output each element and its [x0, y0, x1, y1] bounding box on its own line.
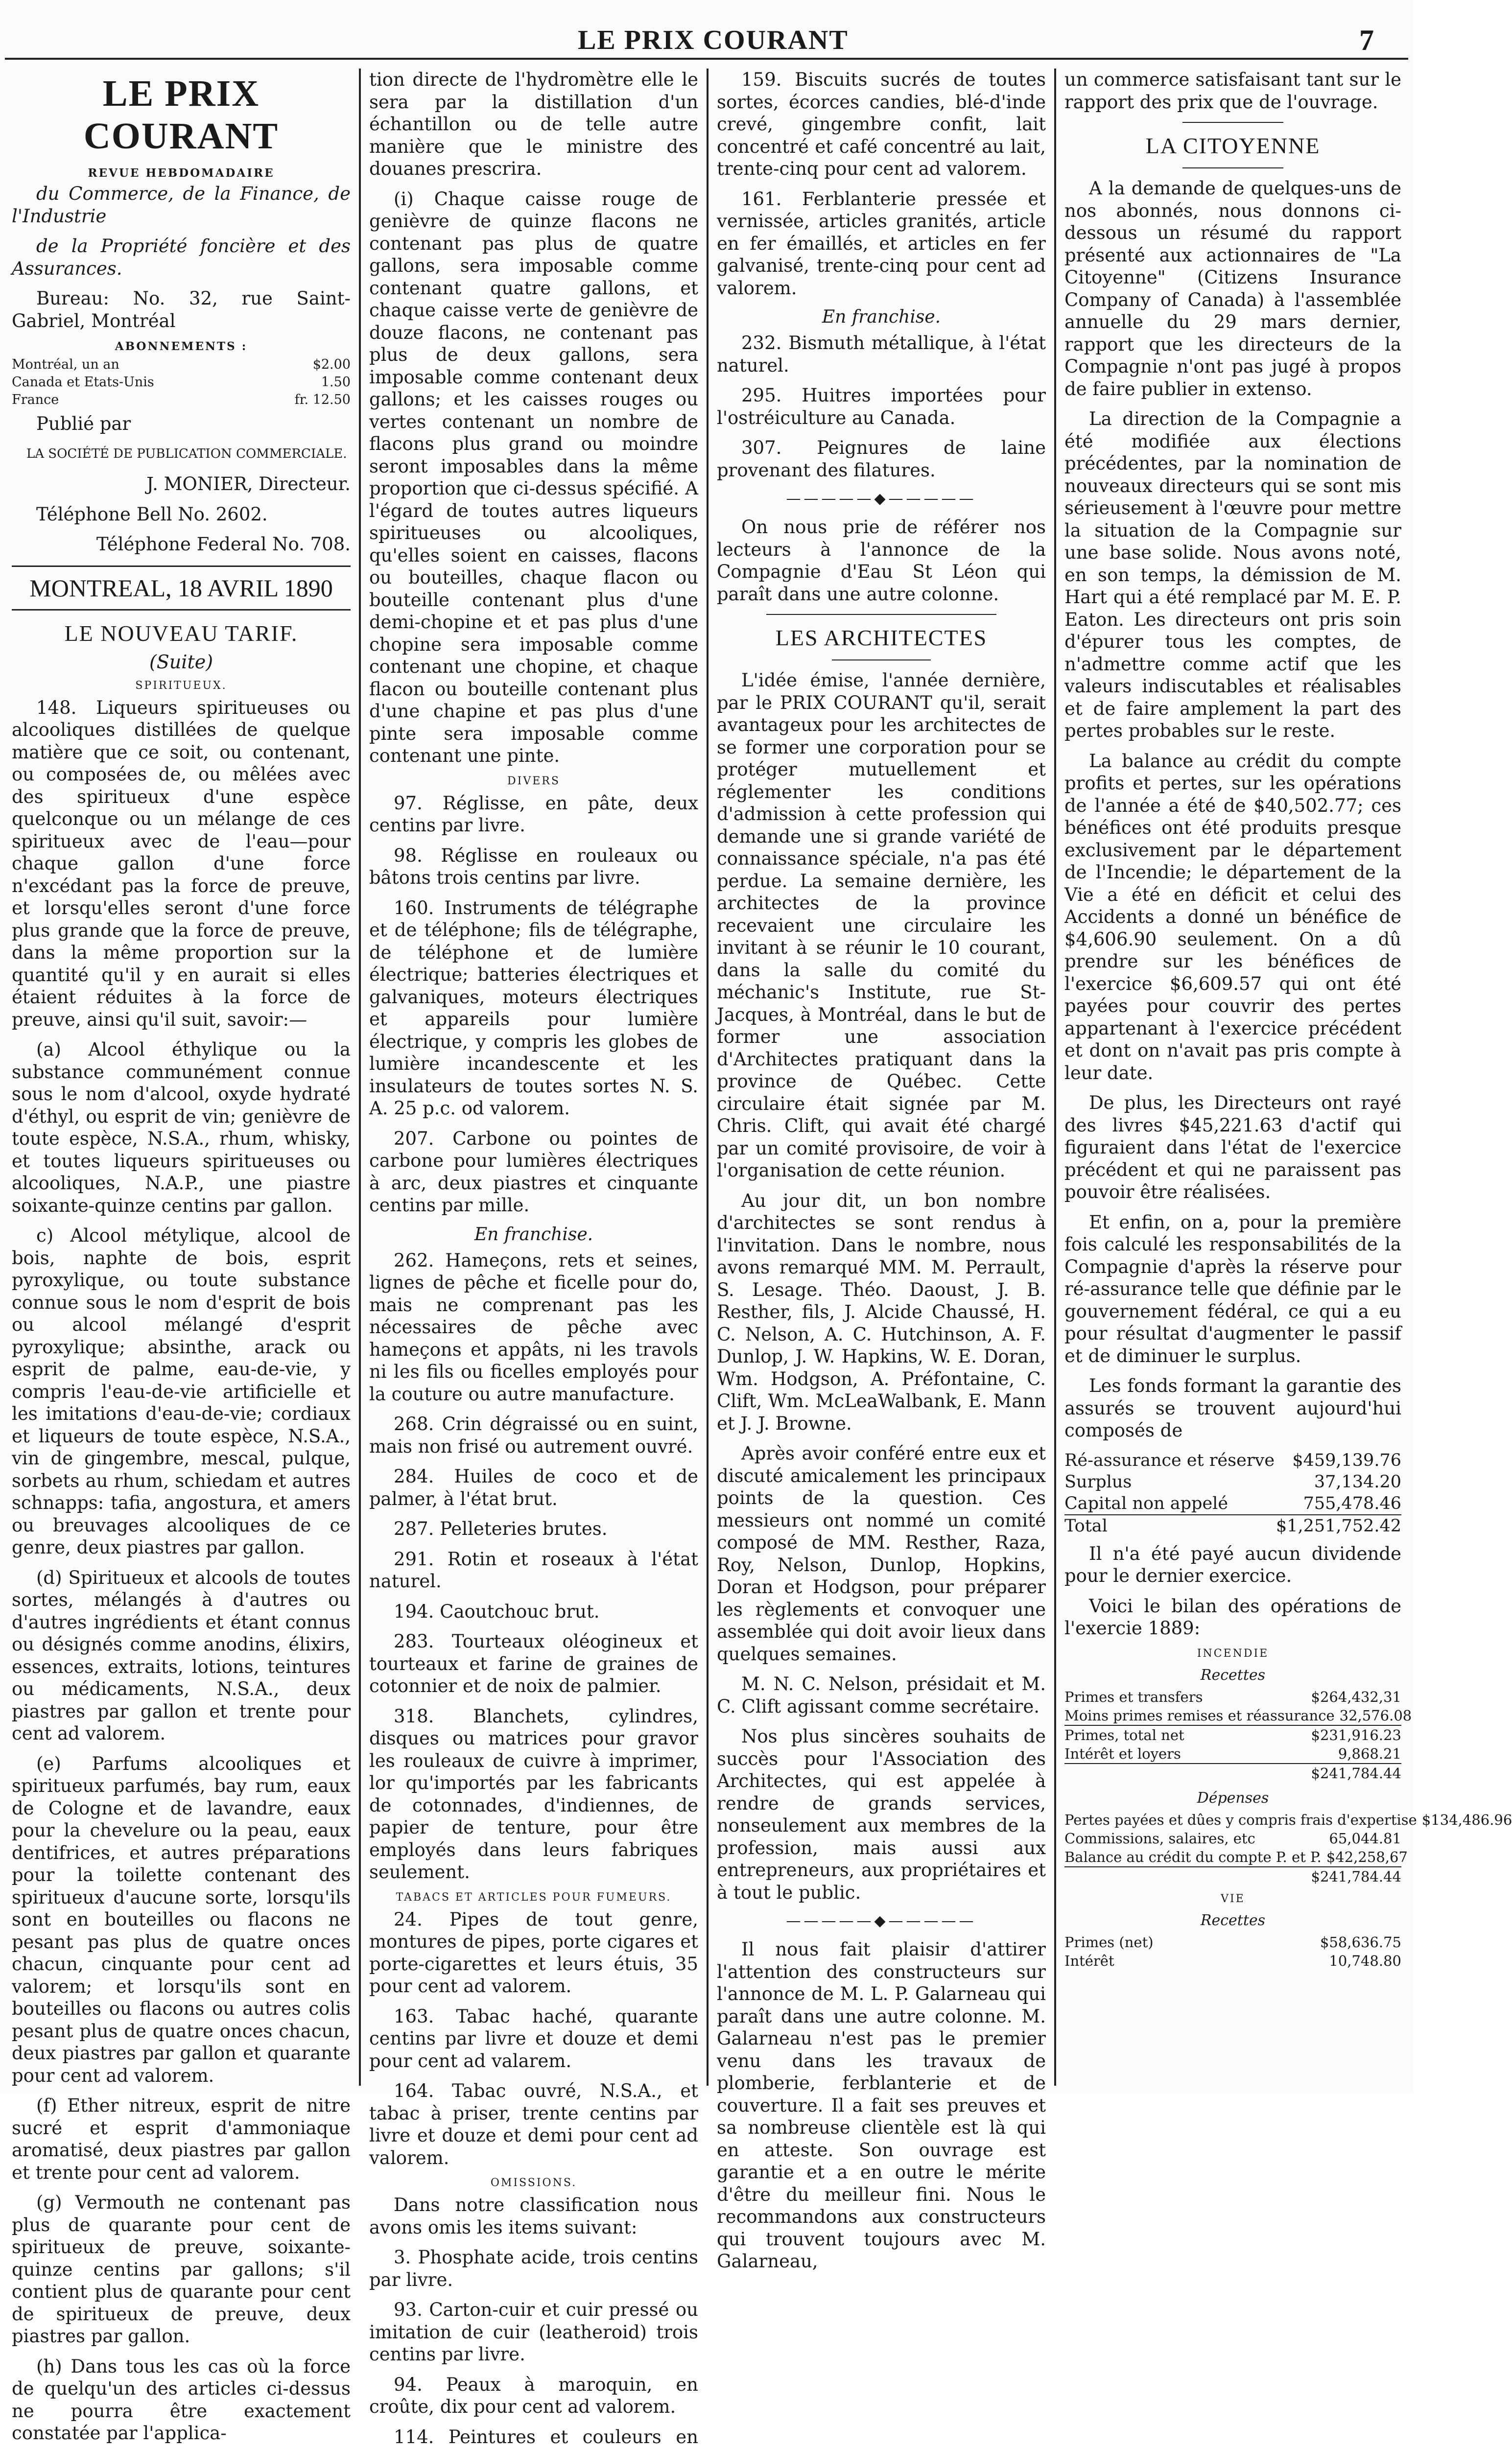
- balance-sheet: [1064, 1648, 1401, 1970]
- section-heading: VIE: [1064, 1893, 1401, 1905]
- paragraph: 284. Huiles de coco et de palmer, à l'état brut.: [369, 1465, 698, 1510]
- paragraph: 295. Huitres importées pour l'ostréiculture au Canada.: [717, 384, 1046, 429]
- running-header: [0, 0, 1413, 55]
- divider: [766, 614, 996, 615]
- paragraph: tion directe de l'hydromètre elle le sera par la distillation d'un échantillon ou de telle autre manière que le ministre des douanes prescrira.: [369, 69, 698, 180]
- paragraph: 287. Pelleteries brutes.: [369, 1518, 698, 1540]
- paragraph: A la demande de quelques-uns de nos abonnés, nous donnons ci-dessous un résumé du rapport présenté aux actionnaires de "La Citoyenne" (Citizens Insurance Company of Canada) à l'assemblée annuelle du 29 mars dernier, rapport que les directeurs de la Compagnie n'ont pas jugé à propos de faire publier in extenso.: [1064, 177, 1401, 400]
- paragraph: Il nous fait plaisir d'attirer l'attention des constructeurs sur l'annonce de M. L. P. Galarneau qui paraît dans une autre colonne. M. Galarneau n'est pas le premier venu dans les travaux de plomberie, ferblanterie et de couverture. Il a fait ses preuves et sa nombreuse clientèle est là qui en atteste. Son ouvrage est garantie et a en outre le mérite d'être du meilleur fini. Nous le recommandons aux constructeurs qui trouvent toujours avec M. Galarneau,: [717, 1938, 1046, 2273]
- section-heading: DIVERS: [369, 775, 698, 787]
- subscriptions-label: ABONNEMENTS :: [12, 340, 351, 353]
- table-row: Primes, total net $231,916.23: [1064, 1725, 1401, 1744]
- paragraph: 262. Hameçons, rets et seines, lignes de pêche et ficelle pour do, mais ne comprenant pas les nécessaires de pêche avec hameçons et appâts, ni les travols ni les fils ou ficelles employés pour la couture ou autre manufacture.: [369, 1249, 698, 1406]
- paragraph: 93. Carton-cuir et cuir pressé ou imitation de cuir (leatheroid) trois centins par livre.: [369, 2299, 698, 2366]
- paragraph: 194. Caoutchouc brut.: [369, 1601, 698, 1623]
- paragraph: La direction de la Compagnie a été modifiée aux élections précédentes, par la nomination de nouveaux directeurs qui se sont mis sérieusement à l'œuvre pour mettre la situation de la Compagnie sur une base solide. Nous avons noté, en son temps, la démission de M. Hart qui a été remplacé par M. E. P. Eaton. Les directeurs ont pris soin d'épurer tous les comptes, de n'admettre comme actif que les valeurs indiscutables et réalisables et de faire amplement la part des pertes probables sur le reste.: [1064, 408, 1401, 742]
- table-row: Commissions, salaires, etc 65,044.81: [1064, 1829, 1401, 1848]
- article-title: LES ARCHITECTES: [717, 625, 1046, 651]
- paragraph: 98. Réglisse en rouleaux ou bâtons trois centins par livre.: [369, 845, 698, 889]
- paragraph: (e) Parfums alcooliques et spiritueux parfumés, bay rum, eaux de Cologne et de lavandre, eaux pour la chevelure ou la peau, eaux dentifrices, et autres préparations pour la toilette contenant des spiritueux d'aucune sorte, lorsqu'ils sont en bouteilles ou flacons ne pesant pas plus de quatre onces chacun, cinquante pour cent ad valorem; et lorsqu'ils sont en bouteilles ou flacons ou autres colis pesant plus de quatre onces chacun, deux piastres par gallon et quarante pour cent ad valorem.: [12, 1753, 351, 2087]
- table-row: Pertes payées et dûes y compris frais d'expertise $134,486.96: [1064, 1811, 1401, 1829]
- table-row: Intérêt 10,748.80: [1064, 1952, 1401, 1970]
- section-heading: En franchise.: [369, 1224, 698, 1245]
- paragraph: 160. Instruments de télégraphe et de téléphone; fils de télégraphe, de téléphone et de lumière électrique; batteries électriques et galvaniques, moteurs électriques et appareils pour lumière électrique, y compris les globes de lumière incandescente et les insulateurs de toutes sortes N. S. A. 25 p.c. od valorem.: [369, 897, 698, 1120]
- funds-table: [1064, 1450, 1401, 1537]
- table-row: Ré-assurance et réserve $459,139.76: [1064, 1450, 1401, 1471]
- table-row: Balance au crédit du compte P. et P. $42,258,67: [1064, 1848, 1401, 1866]
- column-rule: [1054, 69, 1056, 2086]
- article-title: LE NOUVEAU TARIF.: [12, 620, 351, 646]
- director-name: J. MONIER, Directeur.: [12, 473, 351, 495]
- table-total-row: $241,784.44: [1064, 1763, 1401, 1783]
- publisher-label: Publié par: [12, 413, 351, 435]
- paragraph: 3. Phosphate acide, trois centins par livre.: [369, 2246, 698, 2291]
- paragraph: Nos plus sincères souhaits de succès pour l'Association des Architectes, qui est appelée à rendre de grands services, nonseulement aux membres de la profession, mais aussi aux entrepreneurs, aux propriétaires et à tout le public.: [717, 1725, 1046, 1904]
- paragraph: 114. Peintures et couleurs en: [369, 2426, 698, 2448]
- paragraph: (a) Alcool éthylique ou la substance communément connue sous le nom d'alcool, oxyde hydraté d'éthyl, ou esprit de vin; genièvre de toute espèce, N.S.A., rhum, whisky, et toutes liqueurs spiritueuses ou alcooliques, N.A.P., une piastre soixante-quinze centins par gallon.: [12, 1038, 351, 1217]
- table-row: Primes et transfers $264,432,31: [1064, 1688, 1401, 1706]
- ornament-rule: —————◆—————: [717, 490, 1046, 507]
- table-row: Moins primes remises et réassurance 32,576.08: [1064, 1706, 1401, 1725]
- paragraph: 207. Carbone ou pointes de carbone pour lumières électriques à arc, deux piastres et cinquante centins par mille.: [369, 1128, 698, 1217]
- subscription-row: France fr. 12.50: [12, 391, 351, 409]
- table-row: Surplus 37,134.20: [1064, 1471, 1401, 1493]
- column-4: [1058, 69, 1408, 2086]
- paragraph: 161. Ferblanterie pressée et vernissée, articles granités, article en fer émaillés, et articles en fer galvanisé, trente-cinq pour cent ad valorem.: [717, 188, 1046, 300]
- paragraph: 283. Tourteaux oléogineux et tourteaux et farine de graines de cotonnier et de noix de palmier.: [369, 1630, 698, 1697]
- paragraph: Il n'a été payé aucun dividende pour le dernier exercice.: [1064, 1543, 1401, 1587]
- paragraph: 318. Blanchets, cylindres, disques ou matrices pour gravor les rouleaux de cuivre à imprimer, lor qu'importés par les fabricants de cotonnades, d'indiennes, de papier de tenture, pour être employés dans leurs fabriques seulement.: [369, 1705, 698, 1883]
- dateline: MONTREAL, 18 AVRIL 1890: [12, 565, 351, 611]
- masthead-subtitle: REVUE HEBDOMADAIRE: [12, 166, 351, 180]
- paragraph: (d) Spiritueux et alcools de toutes sortes, mélangés à d'autres ou d'autres ingrédients et étant connus ou désignés comme anodins, élixirs, essences, extraits, lotions, teintures ou médicaments, N.S.A., deux piastres par gallon et trente pour cent ad valorem.: [12, 1567, 351, 1745]
- paragraph: 94. Peaux à maroquin, en croûte, dix pour cent ad valorem.: [369, 2374, 698, 2418]
- table-heading: Dépenses: [1064, 1789, 1401, 1807]
- paragraph: Au jour dit, un bon nombre d'architectes se sont rendus à l'invitation. Dans le nombre, nous avons remarqué MM. M. Perrault, S. Lesage. Théo. Daoust, J. B. Resther, fils, J. Alcide Chaussé, H. C. Nelson, A. C. Hutchinson, A. F. Dunlop, J. W. Hapkins, W. E. Doran, Wm. Hodgson, A. Préfontaine, C. Clift, Wm. McLeaWalbank, E. Mann et J. J. Browne.: [717, 1190, 1046, 1435]
- masthead-line: de la Propriété foncière et des Assurances.: [12, 235, 351, 280]
- paragraph: un commerce satisfaisant tant sur le rapport des prix que de l'ouvrage.: [1064, 69, 1401, 113]
- phone-federal: Téléphone Federal No. 708.: [12, 533, 351, 556]
- section-heading: INCENDIE: [1064, 1648, 1401, 1660]
- paragraph: Voici le bilan des opérations de l'exercie 1889:: [1064, 1595, 1401, 1640]
- divider: [832, 659, 931, 660]
- ornament-rule: —————◆—————: [717, 1912, 1046, 1930]
- divider: [1182, 122, 1283, 123]
- paragraph: Après avoir conféré entre eux et discuté amicalement les principaux points de la question. Ces messieurs ont nommé un comité composé de MM. Resther, Raza, Roy, Nelson, Dunlop, Hopkins, Doran et Hodgson, pour préparer les règlements et convoquer une assemblée qui doit avoir lieux dans quelques semaines.: [717, 1442, 1046, 1665]
- header-rule: [5, 58, 1408, 60]
- section-heading: En franchise.: [717, 307, 1046, 327]
- paragraph: (g) Vermouth ne contenant pas plus de quarante pour cent de spiritueux de preuve, soixante-quinze centins par gallons; s'il contient plus de quarante pour cent de spiritueux de preuve, deux piastres par gallon.: [12, 2191, 351, 2348]
- column-2: [362, 69, 705, 2086]
- paragraph: 307. Peignures de laine provenant des filatures.: [717, 437, 1046, 481]
- paragraph: 159. Biscuits sucrés de toutes sortes, écorces candies, blé-d'inde crevé, gingembre confit, lait concentré et café concentré au lait, trente-cinq pour cent ad valorem.: [717, 69, 1046, 180]
- masthead: [12, 72, 351, 611]
- column-rule: [359, 69, 361, 2086]
- paragraph: 97. Réglisse, en pâte, deux centins par livre.: [369, 792, 698, 837]
- article-title: LA CITOYENNE: [1064, 133, 1401, 159]
- page-number: 7: [1359, 24, 1374, 57]
- subscription-row: Canada et Etats-Unis 1.50: [12, 374, 351, 391]
- table-total-row: $241,784.44: [1064, 1866, 1401, 1886]
- table-row: Intérêt et loyers 9,868.21: [1064, 1744, 1401, 1763]
- publisher-name: LA SOCIÉTÉ DE PUBLICATION COMMERCIALE.: [12, 443, 351, 466]
- paragraph: 291. Rotin et roseaux à l'état naturel.: [369, 1548, 698, 1593]
- column-1: [5, 69, 357, 2086]
- paragraph: Et enfin, on a, pour la première fois calculé les responsabilités de la Compagnie d'après la réserve pour ré-assurance telle que définie par le gouvernement fédéral, ce qui a eu pour résultat d'augmenter le passif et de diminuer le surplus.: [1064, 1211, 1401, 1367]
- paragraph: (f) Ether nitreux, esprit de nitre sucré et esprit d'ammoniaque aromatisé, deux piastres par gallon et trente pour cent ad valorem.: [12, 2095, 351, 2184]
- paragraph: On nous prie de référer nos lecteurs à l'annonce de la Compagnie d'Eau St Léon qui paraît dans une autre colonne.: [717, 516, 1046, 605]
- table-heading: Recettes: [1064, 1667, 1401, 1684]
- paragraph: 24. Pipes de tout genre, montures de pipes, porte cigares et porte-cigarettes et leurs étuis, 35 pour cent ad valorem.: [369, 1908, 698, 1998]
- column-3: [710, 69, 1053, 2086]
- paragraph: (h) Dans tous les cas où la force de quelqu'un des articles ci-dessus ne pourra être exactement constatée par l'applica-: [12, 2355, 351, 2445]
- paragraph: 232. Bismuth métallique, à l'état naturel.: [717, 332, 1046, 377]
- paragraph: La balance au crédit du compte profits et pertes, sur les opérations de l'année a été de $40,502.77; ces bénéfices ont été produits presque exclusivement par le département de l'Incendie; le département de la Vie a été en déficit et celui des Accidents a donné un bénéfice de $4,606.90 seulement. On a dû prendre sur les bénéfices de l'exercice $6,609.57 qui ont été payées pour couvrir des pertes appartenant à l'exercice précédent et dont on n'avait pas pris compte à leur date.: [1064, 750, 1401, 1084]
- article-subtitle: (Suite): [12, 651, 351, 673]
- phone-bell: Téléphone Bell No. 2602.: [12, 503, 351, 526]
- running-title: LE PRIX COURANT: [578, 24, 849, 56]
- paragraph: c) Alcool métylique, alcool de bois, naphte de bois, esprit pyroxylique, ou toute substance connue sous le nom d'esprit de bois ou alcool mélangé d'esprit pyroxylique; absinthe, arack ou esprit de palme, eau-de-vie, y compris l'eau-de-vie artificielle et les imitations d'eau-de-vie; cordiaux et liqueurs de toute espèce, N.S.A., vin de gingembre, mescal, pulque, sorbets au rhum, schiedam et autres schnapps: tafia, angostura, et amers ou breuvages alcooliques de ce genre, deux piastres par gallon.: [12, 1224, 351, 1559]
- paragraph: (i) Chaque caisse rouge de genièvre de quinze flacons ne contenant pas plus de quatre gallons, sera imposable comme contenant quatre gallons, et chaque caisse verte de genièvre de douze flacons, ne contenant pas plus de deux gallons, sera imposable comme contenant deux gallons; et les caisses rouges ou vertes contenant un nombre de flacons plus grand ou moindre seront imposables dans la même proportion que ci-dessus spécifié. A l'égard de toutes autres liqueurs spiritueuses ou alcooliques, qu'elles soient en caisses, flacons ou bouteilles, chaque flacon ou bouteille contenant plus d'une demi-chopine et et pas plus d'une chopine sera imposable comme contenant une chopine, et chaque flacon ou bouteille contenant plus d'une chapine et pas plus d'une pinte sera imposable comme contenant une pinte.: [369, 188, 698, 767]
- paragraph: L'idée émise, l'année dernière, par le PRIX COURANT qu'il, serait avantageux pour les architectes de se former une corporation pour se protéger mutuellement et réglementer les conditions d'admission à cette profession qui demande une si grande variété de connaissance spéciale, n'a pas été perdue. La semaine dernière, les architectes de la province recevaient une circulaire les invitant à se réunir le 10 courant, dans la salle du comité du méchanic's Institute, rue St-Jacques, à Montréal, dans le but de former une association d'Architectes pratiquant dans la province de Québec. Cette circulaire était signée par M. Chris. Clift, qui avait été chargé par un comité provisoire, de voir à l'organisation de cette réunion.: [717, 669, 1046, 1182]
- masthead-title: LE PRIX COURANT: [12, 72, 351, 158]
- bureau-address: Bureau: No. 32, rue Saint-Gabriel, Montréal: [12, 287, 351, 332]
- paragraph: Dans notre classification nous avons omis les items suivant:: [369, 2194, 698, 2238]
- table-total-row: Total $1,251,752.42: [1064, 1514, 1401, 1537]
- section-heading: TABACS ET ARTICLES POUR FUMEURS.: [369, 1891, 698, 1904]
- table-row: Capital non appelé 755,478.46: [1064, 1493, 1401, 1514]
- paragraph: M. N. C. Nelson, présidait et M. C. Clift agissant comme secrétaire.: [717, 1673, 1046, 1718]
- paragraph: 268. Crin dégraissé ou en suint, mais non frisé ou autrement ouvré.: [369, 1413, 698, 1458]
- paragraph: Les fonds formant la garantie des assurés se trouvent aujourd'hui composés de: [1064, 1375, 1401, 1442]
- paragraph: De plus, les Directeurs ont rayé des livres $45,221.63 d'actif qui figuraient dans l'état de l'exercice précédent et qui ne paraissent pas pouvoir être réalisées.: [1064, 1092, 1401, 1203]
- column-rule: [707, 69, 709, 2086]
- table-heading: Recettes: [1064, 1912, 1401, 1929]
- divider: [1182, 167, 1283, 168]
- subscription-row: Montréal, un an $2.00: [12, 356, 351, 374]
- section-heading: OMISSIONS.: [369, 2177, 698, 2189]
- table-row: Primes (net) $58,636.75: [1064, 1933, 1401, 1952]
- masthead-line: du Commerce, de la Finance, de l'Industrie: [12, 183, 351, 227]
- paragraph: 148. Liqueurs spiritueuses ou alcooliques distillées de quelque matière que ce soit, ou contenant, ou composées de, ou mêlées avec des spiritueux d'une espèce quelconque ou un mélange de ces spiritueux avec de l'eau—pour chaque gallon d'une force n'excédant pas la force de preuve, et lorsqu'elles seront d'une force plus grande que la force de preuve, dans la même proportion sur la quantité qu'il y en aurait si elles étaient réduites à la force de preuve, ainsi qu'il suit, savoir:—: [12, 697, 351, 1031]
- paragraph: 163. Tabac haché, quarante centins par livre et douze et demi pour cent ad valarem.: [369, 2005, 698, 2072]
- paragraph: 164. Tabac ouvré, N.S.A., et tabac à priser, trente centins par livre et douze et demi pour cent ad valorem.: [369, 2080, 698, 2169]
- section-heading: SPIRITUEUX.: [12, 680, 351, 692]
